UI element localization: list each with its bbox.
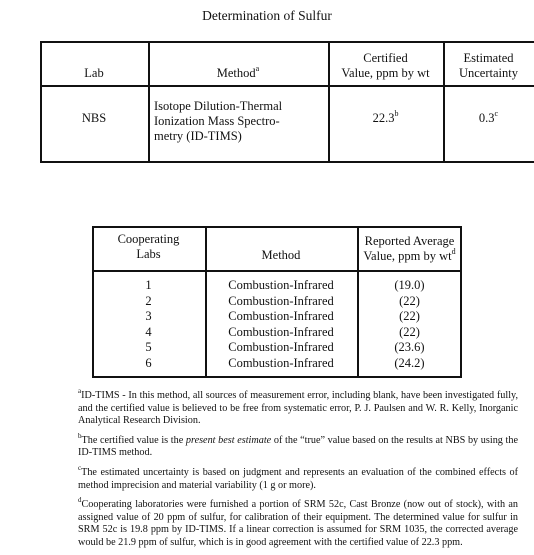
table-header-rule	[40, 85, 534, 87]
header-method: Method	[261, 248, 301, 262]
footnote-c: $^c$The estimated uncertainty is based on judgment and represents an evaluation of the combined effects of method imprecision and material variability (1 g or more).	[78, 463, 518, 491]
cell-method: Combustion-Infrared	[228, 309, 334, 323]
cell-lab: 4	[145, 324, 152, 339]
table-row	[92, 309, 462, 325]
cell-reported-value: (22)	[399, 293, 420, 308]
table-left-rule	[40, 41, 42, 163]
footnotes	[78, 385, 518, 552]
cell-lab: 3	[145, 309, 152, 323]
cell-lab: 1	[145, 278, 152, 292]
cell-reported-value: (22)	[399, 324, 420, 339]
table-top-rule	[40, 41, 534, 43]
footnote-mark-d: d	[451, 247, 456, 256]
header-estimated-uncertainty: Estimated Uncertainty	[458, 51, 518, 80]
page-title: Determination of Sulfur	[202, 8, 332, 23]
table-row	[92, 325, 462, 341]
cell-method: Combustion-Infrared	[228, 324, 334, 339]
header-lab: Lab	[84, 66, 104, 80]
cell-method: Combustion-Infrared	[228, 355, 334, 370]
footnote-d: $^d$Cooperating laboratories were furnished a portion of SRM 52c, Cast Bronze (now out of stock), with an assigned value of 20 ppm of sulfur, for calibration of their equipment. The determined value for sulfur in SRM 52c is 19.8 ppm by ID-TIMS. If a linear correction is assumed for SRM 1035, the corrected average would be 21.9 ppm of sulfur, which is in good agreement with the certified value of 22.3 ppm.	[78, 496, 518, 548]
column-divider	[148, 41, 150, 163]
table-header-rule	[92, 270, 462, 272]
table-bottom-rule	[40, 161, 534, 163]
cell-reported-value: (24.2)	[394, 355, 425, 370]
table-row	[92, 278, 462, 294]
table-row	[92, 356, 462, 372]
cell-lab: 2	[145, 293, 152, 308]
cell-reported-value: (23.6)	[394, 340, 425, 354]
cell-certified-value: 22.3$^b$	[372, 109, 399, 125]
table-row	[92, 340, 462, 356]
cooperating-labs-table	[92, 226, 462, 380]
cell-lab: NBS	[81, 111, 107, 125]
footnote-a: $^a$ID-TIMS - In this method, all sources of measurement error, including blank, have been investigated fully, and the certified value is believed to be free from systematic error, P. J. Paulsen and W. R. Kelly, Inorganic Analytical Research Division.	[78, 387, 518, 427]
footnote-b: $^b$The certified value is the present best estimate of the “true” value based on the results at NBS by using the ID-TIMS method.	[78, 431, 518, 459]
header-certified-value: Certified Value, ppm by wt	[341, 51, 430, 80]
header-method: Method$^a$	[216, 64, 260, 80]
certified-value-table	[40, 41, 534, 163]
table-bottom-rule	[92, 376, 462, 378]
cell-lab: 6	[145, 355, 152, 370]
cell-uncertainty: 0.3$^c$	[478, 109, 499, 125]
footnote-mark-c: c	[494, 109, 499, 118]
cell-method: Combustion-Infrared	[228, 278, 334, 292]
footnote-mark-a: a	[255, 64, 260, 73]
footnote-mark-b: b	[394, 109, 399, 118]
table-row	[92, 294, 462, 310]
cell-method: Combustion-Infrared	[228, 293, 334, 308]
header-reported-average: Reported Average Value, ppm by $wt^d$	[363, 234, 456, 263]
cell-reported-value: (22)	[399, 309, 420, 323]
header-cooperating-labs: Cooperating Labs	[117, 232, 180, 261]
cell-lab: 5	[145, 340, 152, 354]
cell-reported-value: (19.0)	[394, 278, 425, 292]
cell-method: Isotope Dilution-Thermal Ionization Mass Spectro- metry (ID-TIMS)	[154, 99, 283, 143]
cell-method: Combustion-Infrared	[228, 340, 334, 354]
table-top-rule	[92, 226, 462, 228]
